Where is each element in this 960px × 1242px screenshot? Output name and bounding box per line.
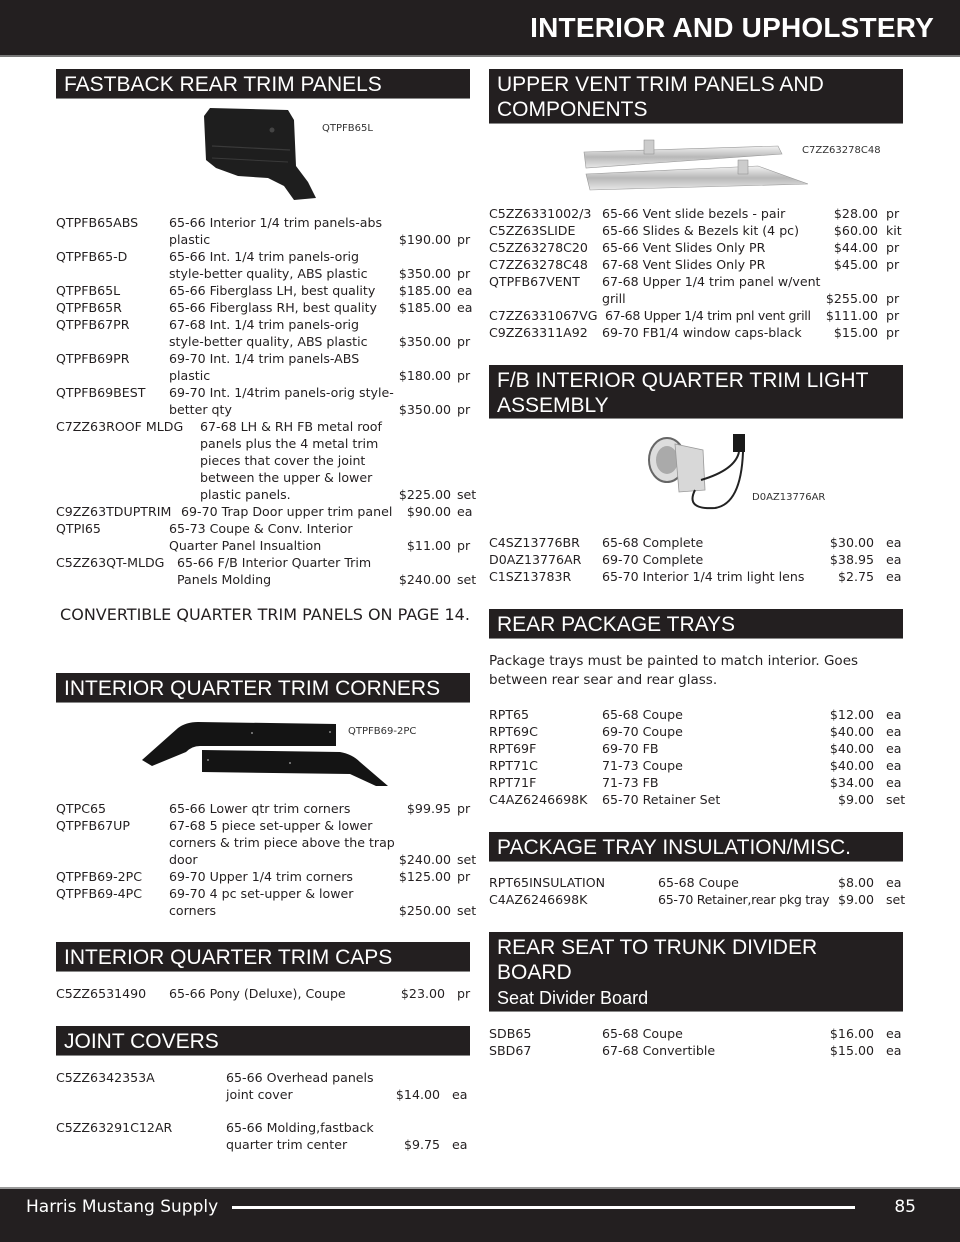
part-row (489, 568, 909, 585)
light-parts-list (489, 534, 909, 585)
part-price: $9.75 (403, 1137, 440, 1152)
part-row (489, 874, 909, 891)
part-description: 69-70 Int. 1/4 trim panels-ABS plastic (169, 351, 360, 383)
part-row (489, 774, 909, 791)
part-unit: ea (886, 535, 902, 550)
part-unit: ea (452, 1087, 468, 1102)
part-unit: pr (457, 801, 471, 816)
part-description: 69-70 Coupe (602, 724, 683, 739)
part-row (56, 282, 476, 299)
part-price: $99.95 (406, 801, 451, 816)
part-price: $60.00 (833, 223, 878, 238)
part-price: $2.75 (837, 569, 874, 584)
part-number: QTPFB65ABS (56, 215, 139, 230)
part-row (56, 299, 476, 316)
part-number: C9ZZ63TDUPTRIM (56, 504, 172, 519)
part-unit: pr (886, 325, 900, 340)
part-number: RPT65INSULATION (489, 875, 606, 890)
part-number: SDB65 (489, 1026, 532, 1041)
part-description: 65-68 Coupe (602, 707, 683, 722)
part-description: 65-66 Vent Slides Only PR (602, 240, 766, 255)
part-row (56, 868, 476, 885)
part-row (56, 418, 476, 503)
section-header-divider-board (489, 932, 903, 1012)
part-number: QTPFB67UP (56, 818, 130, 833)
part-price: $23.00 (400, 986, 445, 1001)
part-description: 65-70 Retainer Set (602, 792, 721, 807)
section-header-vent (489, 69, 903, 124)
part-description: 67-68 Upper 1/4 trim panel w/vent grill (602, 274, 821, 306)
part-unit: ea (886, 1043, 902, 1058)
part-price: $125.00 (398, 869, 451, 884)
part-description: 65-66 Pony (Deluxe), Coupe (169, 986, 346, 1001)
section-title: UPPER VENT TRIM PANELS AND COMPONENTS (497, 73, 824, 121)
part-number: C5ZZ6331002/3 (489, 206, 592, 221)
page-number: 85 (894, 1197, 916, 1217)
footer-brand: Harris Mustang Supply (26, 1197, 219, 1217)
part-number: C7ZZ63ROOF MLDG (56, 419, 184, 434)
convertible-note: CONVERTIBLE QUARTER TRIM PANELS ON PAGE 14. (60, 605, 470, 624)
part-number: SBD67 (489, 1043, 532, 1058)
caps-parts-list (56, 985, 476, 1002)
corners-image-caption: QTPFB69-2PC (348, 726, 417, 737)
part-description: 67-68 LH & RH FB metal roof panels plus the 4 metal trim pieces that cover the joint between the upper & lower plastic panels. (200, 419, 382, 502)
part-price: $9.00 (837, 792, 874, 807)
part-description: 65-66 Molding,fastback quarter trim center (226, 1120, 374, 1152)
part-description: 69-70 Trap Door upper trim panel (181, 504, 393, 519)
part-number: RPT65 (489, 707, 530, 722)
part-price: $350.00 (398, 334, 451, 349)
part-unit: ea (457, 283, 473, 298)
part-row (56, 350, 476, 384)
part-number: C7ZZ6331067VG (489, 308, 598, 323)
part-price: $14.00 (395, 1087, 440, 1102)
package-trays-parts-list (489, 706, 909, 808)
part-row (56, 800, 476, 817)
part-unit: pr (457, 869, 471, 884)
part-number: QTPFB65R (56, 300, 122, 315)
part-number: C5ZZ63QT-MLDG (56, 555, 165, 570)
part-price: $180.00 (398, 368, 451, 383)
part-price: $38.95 (829, 552, 874, 567)
part-unit: pr (457, 232, 471, 247)
divider-board-parts-list (489, 1025, 909, 1059)
part-description: 67-68 5 piece set-upper & lower corners & trim piece above the trap door (169, 818, 395, 867)
part-price: $240.00 (398, 852, 451, 867)
page-section-title: INTERIOR AND UPHOLSTERY (530, 12, 934, 43)
page-footer (0, 1187, 960, 1242)
section-title: INTERIOR QUARTER TRIM CORNERS (64, 677, 441, 700)
part-row (56, 316, 476, 350)
part-price: $44.00 (833, 240, 878, 255)
part-unit: set (886, 892, 906, 907)
part-price: $40.00 (829, 724, 874, 739)
section-header-caps (56, 942, 470, 972)
section-title: REAR PACKAGE TRAYS (497, 613, 736, 636)
part-number: QTPFB69BEST (56, 385, 146, 400)
part-unit: set (457, 852, 477, 867)
part-unit: pr (886, 308, 900, 323)
part-description: 65-66 Lower qtr trim corners (169, 801, 351, 816)
part-number: QTPFB67VENT (489, 274, 580, 289)
fastback-trim-panel-image (198, 106, 324, 202)
part-row (489, 706, 909, 723)
part-unit: kit (886, 223, 902, 238)
part-row (489, 273, 909, 307)
vent-image-caption: C7ZZ63278C48 (802, 145, 881, 156)
part-unit: set (886, 792, 906, 807)
part-row (56, 885, 476, 919)
vent-slides-image (578, 138, 808, 200)
part-number: QTPFB69-4PC (56, 886, 143, 901)
part-description: 71-73 FB (602, 775, 659, 790)
part-price: $40.00 (829, 741, 874, 756)
package-trays-description: Package trays must be painted to match interior. Goes between rear sear and rear glass. (489, 653, 859, 688)
part-unit: ea (457, 504, 473, 519)
part-description: 65-68 Coupe (602, 1026, 683, 1041)
part-description: 69-70 Complete (602, 552, 704, 567)
part-price: $40.00 (829, 758, 874, 773)
part-row (489, 534, 909, 551)
part-number: QTPI65 (56, 521, 101, 536)
part-price: $250.00 (398, 903, 451, 918)
part-price: $8.00 (837, 875, 874, 890)
part-price: $190.00 (398, 232, 451, 247)
part-number: QTPFB69-2PC (56, 869, 143, 884)
part-number: C5ZZ63291C12AR (56, 1120, 173, 1135)
part-unit: pr (457, 986, 471, 1001)
part-row (489, 307, 909, 324)
fastback-image-caption: QTPFB65L (322, 123, 373, 134)
part-row (56, 1119, 476, 1153)
part-number: C5ZZ6342353A (56, 1070, 155, 1085)
part-number: QTPFB65-D (56, 249, 128, 264)
part-unit: ea (886, 724, 902, 739)
part-row (489, 222, 909, 239)
section-header-fastback (56, 69, 470, 99)
section-header-light-assembly (489, 365, 903, 419)
part-description: 69-70 4 pc set-upper & lower corners (169, 886, 354, 918)
part-number: QTPC65 (56, 801, 107, 816)
part-unit: ea (886, 552, 902, 567)
light-image-caption: D0AZ13776AR (752, 492, 826, 503)
section-title: JOINT COVERS (64, 1030, 219, 1053)
part-unit: ea (886, 775, 902, 790)
part-description: 65-66 Slides & Bezels kit (4 pc) (602, 223, 800, 238)
part-number: C7ZZ63278C48 (489, 257, 588, 272)
part-unit: ea (886, 875, 902, 890)
part-unit: ea (452, 1137, 468, 1152)
part-unit: pr (886, 240, 900, 255)
part-description: 65-66 Int. 1/4 trim panels-orig style-better quality, ABS plastic (169, 249, 368, 281)
section-subtitle: Seat Divider Board (497, 988, 649, 1008)
part-unit: pr (457, 334, 471, 349)
part-number: C5ZZ63278C20 (489, 240, 588, 255)
part-price: $28.00 (833, 206, 878, 221)
part-row (56, 1069, 476, 1103)
part-unit: pr (886, 206, 900, 221)
part-description: 69-70 Upper 1/4 trim corners (169, 869, 353, 884)
part-row (56, 503, 476, 520)
part-price: $15.00 (829, 1043, 874, 1058)
part-number: C4AZ6246698K (489, 792, 588, 807)
part-unit: pr (457, 538, 471, 553)
part-row (489, 324, 909, 341)
part-number: RPT71C (489, 758, 538, 773)
section-title: REAR SEAT TO TRUNK DIVIDER BOARD (497, 936, 818, 984)
part-row (489, 891, 909, 908)
part-number: D0AZ13776AR (489, 552, 582, 567)
part-row (56, 985, 476, 1002)
part-description: 71-73 Coupe (602, 758, 683, 773)
part-unit: pr (457, 266, 471, 281)
part-number: RPT69F (489, 741, 537, 756)
part-price: $16.00 (829, 1026, 874, 1041)
part-number: C1SZ13783R (489, 569, 572, 584)
part-description: 65-66 Fiberglass RH, best quality (169, 300, 378, 315)
fastback-parts-list (56, 214, 476, 588)
part-number: C4AZ6246698K (489, 892, 588, 907)
part-price: $12.00 (829, 707, 874, 722)
part-unit: ea (886, 741, 902, 756)
part-description: 65-68 Coupe (658, 875, 739, 890)
part-unit: ea (886, 707, 902, 722)
section-header-joint-covers (56, 1026, 470, 1056)
part-row (489, 256, 909, 273)
part-price: $30.00 (829, 535, 874, 550)
part-price: $45.00 (833, 257, 878, 272)
part-price: $90.00 (406, 504, 451, 519)
part-row (489, 205, 909, 222)
part-unit: pr (457, 368, 471, 383)
part-unit: ea (886, 569, 902, 584)
trim-corners-image (140, 710, 390, 786)
light-assembly-image (645, 430, 755, 522)
part-unit: pr (457, 402, 471, 417)
part-description: 65-68 Complete (602, 535, 704, 550)
part-unit: ea (886, 758, 902, 773)
part-number: QTPFB69PR (56, 351, 130, 366)
part-price: $225.00 (398, 487, 451, 502)
part-price: $11.00 (406, 538, 451, 553)
part-price: $350.00 (398, 402, 451, 417)
part-unit: set (457, 903, 477, 918)
part-row (56, 817, 476, 868)
part-row (489, 1042, 909, 1059)
part-row (489, 791, 909, 808)
part-description: 67-68 Int. 1/4 trim panels-orig style-better quality, ABS plastic (169, 317, 368, 349)
part-description: 65-66 Vent slide bezels - pair (602, 206, 786, 221)
part-price: $185.00 (398, 300, 451, 315)
corners-parts-list (56, 800, 476, 919)
part-description: 65-70 Retainer,rear pkg tray (658, 892, 830, 907)
part-row (489, 551, 909, 568)
part-price: $34.00 (829, 775, 874, 790)
part-row (56, 248, 476, 282)
part-row (489, 757, 909, 774)
part-unit: ea (886, 1026, 902, 1041)
part-price: $185.00 (398, 283, 451, 298)
part-number: C5ZZ63SLIDE (489, 223, 576, 238)
part-row (489, 740, 909, 757)
part-unit: pr (886, 291, 900, 306)
footer-divider (232, 1206, 855, 1209)
joint-covers-parts-list (56, 1069, 476, 1153)
part-unit: set (457, 487, 477, 502)
part-number: QTPFB65L (56, 283, 121, 298)
page-header-bar (0, 0, 960, 57)
part-description: 67-68 Vent Slides Only PR (602, 257, 766, 272)
part-number: QTPFB67PR (56, 317, 130, 332)
part-row (56, 384, 476, 418)
part-price: $255.00 (825, 291, 878, 306)
part-description: 65-70 Interior 1/4 trim light lens (602, 569, 805, 584)
section-title: FASTBACK REAR TRIM PANELS (64, 73, 382, 96)
section-title: F/B INTERIOR QUARTER TRIM LIGHT ASSEMBLY (497, 369, 869, 417)
section-title: PACKAGE TRAY INSULATION/MISC. (497, 836, 851, 859)
part-description: 65-66 F/B Interior Quarter Trim Panels Molding (177, 555, 372, 587)
part-number: C4SZ13776BR (489, 535, 580, 550)
part-unit: pr (886, 257, 900, 272)
part-row (489, 1025, 909, 1042)
insulation-parts-list (489, 874, 909, 908)
part-unit: ea (457, 300, 473, 315)
part-description: 65-66 Interior 1/4 trim panels-abs plastic (169, 215, 383, 247)
part-row (56, 214, 476, 248)
part-price: $15.00 (833, 325, 878, 340)
part-description: 69-70 FB1/4 window caps-black (602, 325, 802, 340)
part-unit: set (457, 572, 477, 587)
part-price: $9.00 (837, 892, 874, 907)
part-description: 69-70 Int. 1/4trim panels-orig style-better qty (169, 385, 394, 417)
part-row (56, 520, 476, 554)
part-description: 67-68 Convertible (602, 1043, 716, 1058)
part-number: C9ZZ63311A92 (489, 325, 588, 340)
part-row (489, 239, 909, 256)
vent-parts-list (489, 205, 909, 341)
part-description: 69-70 FB (602, 741, 659, 756)
section-header-package-trays (489, 609, 903, 639)
section-header-insulation (489, 832, 903, 862)
part-description: 65-66 Fiberglass LH, best quality (169, 283, 376, 298)
part-number: RPT69C (489, 724, 538, 739)
part-row (56, 554, 476, 588)
part-description: 65-73 Coupe & Conv. Interior Quarter Panel Insualtion (169, 521, 353, 553)
part-description: 65-66 Overhead panels joint cover (226, 1070, 374, 1102)
part-number: RPT71F (489, 775, 537, 790)
part-row (489, 723, 909, 740)
part-number: C5ZZ6531490 (56, 986, 147, 1001)
part-description: 67-68 Upper 1/4 trim pnl vent grill (605, 308, 811, 323)
part-price: $111.00 (825, 308, 878, 323)
part-price: $350.00 (398, 266, 451, 281)
section-header-corners (56, 673, 470, 703)
part-price: $240.00 (398, 572, 451, 587)
section-title: INTERIOR QUARTER TRIM CAPS (64, 946, 393, 969)
